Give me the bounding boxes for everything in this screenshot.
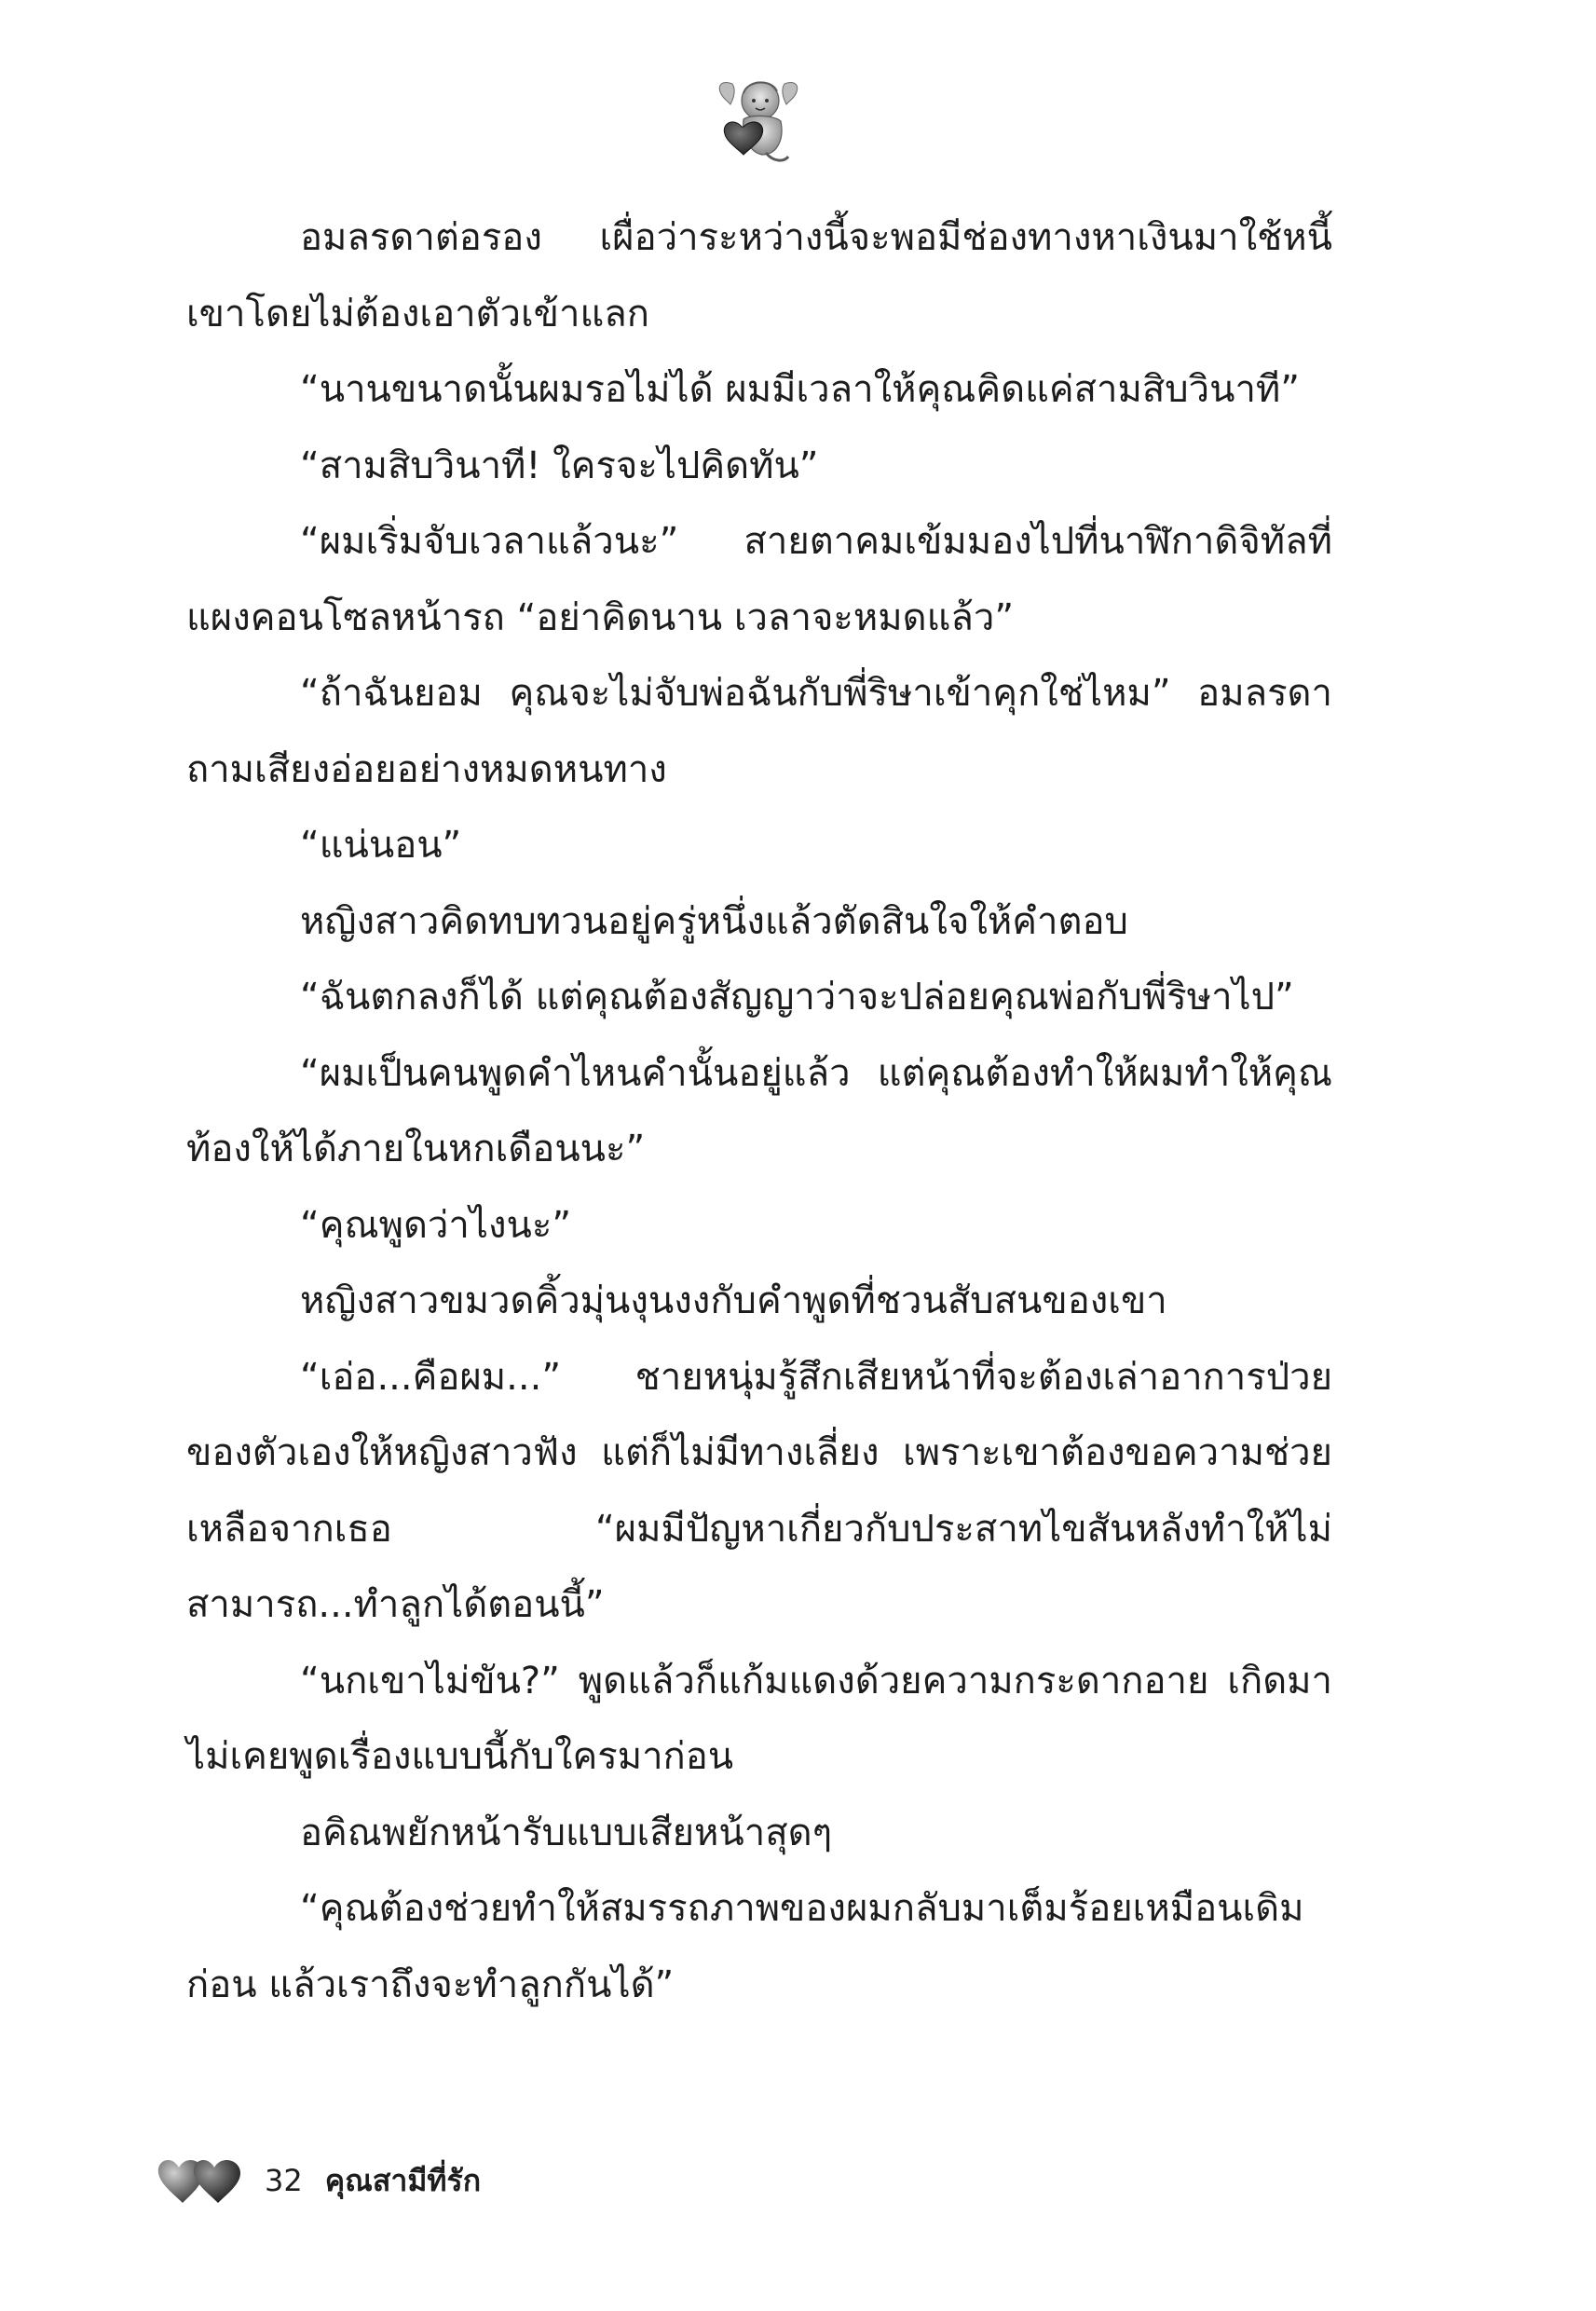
book-title: คุณสามีที่รัก — [324, 2162, 482, 2198]
paragraph: “นกเขาไม่ขัน?” พูดแล้วก็แก้มแดงด้วยความกระดากอาย เกิดมาไม่เคยพูดเรื่องแบบนี้กับใครมาก่อน — [186, 1659, 1332, 1778]
paragraph: “นานขนาดนั้นผมรอไม่ได้ ผมมีเวลาให้คุณคิดแค่สามสิบวินาที” — [300, 368, 1301, 411]
paragraph: “สามสิบวินาที! ใครจะไปคิดทัน” — [300, 444, 819, 487]
paragraph: หญิงสาวคิดทบทวนอยู่ครู่หนึ่งแล้วตัดสินใจให้คำตอบ — [300, 899, 1128, 943]
double-heart-icon — [157, 2153, 242, 2208]
paragraph: อมลรดาต่อรอง เผื่อว่าระหว่างนี้จะพอมีช่องทางหาเงินมาใช้หนี้เขาโดยไม่ต้องเอาตัวเข้าแลก — [186, 216, 1332, 335]
paragraph: “ผมเริ่มจับเวลาแล้วนะ” สายตาคมเข้มมองไปที่นาฬิกาดิจิทัลที่แผงคอนโซลหน้ารถ “อย่าคิดนาน เวลาจะหมดแล้ว” — [186, 520, 1332, 639]
body-text — [186, 200, 1332, 2023]
cupid-with-heart-icon — [714, 73, 803, 166]
paragraph: “คุณต้องช่วยทำให้สมรรถภาพของผมกลับมาเต็มร้อยเหมือนเดิมก่อน แล้วเราถึงจะทำลูกกันได้” — [186, 1887, 1304, 2006]
page-number: 32 — [265, 2163, 303, 2198]
paragraph: “ถ้าฉันยอม คุณจะไม่จับพ่อฉันกับพี่ริษาเข้าคุกใช่ไหม” อมลรดาถามเสียงอ่อยอย่างหมดหนทาง — [186, 672, 1332, 791]
page-footer — [157, 2153, 481, 2208]
paragraph: “แน่นอน” — [300, 824, 462, 867]
paragraph: “คุณพูดว่าไงนะ” — [300, 1203, 572, 1247]
paragraph: อคิณพยักหน้ารับแบบเสียหน้าสุดๆ — [300, 1811, 833, 1854]
paragraph: “ฉันตกลงก็ได้ แต่คุณต้องสัญญาว่าจะปล่อยคุณพ่อกับพี่ริษาไป” — [300, 976, 1294, 1019]
paragraph: “ผมเป็นคนพูดคำไหนคำนั้นอยู่แล้ว แต่คุณต้องทำให้ผมทำให้คุณท้องให้ได้ภายในหกเดือนนะ” — [186, 1051, 1332, 1170]
paragraph: หญิงสาวขมวดคิ้วมุ่นงุนงงกับคำพูดที่ชวนสับสนของเขา — [300, 1279, 1167, 1322]
paragraph: “เอ่อ...คือผม...” ชายหนุ่มรู้สึกเสียหน้าที่จะต้องเล่าอาการป่วยของตัวเองให้หญิงสาวฟัง แต่ก็ไม่มีทางเลี่ยง เพราะเขาต้องขอความช่วยเหลือจากเธอ “ผมมีปัญหาเกี่ยวกับประสาทไขสันหลังทำให้ไม่สามารถ...ทำลูกได้ตอนนี้” — [186, 1355, 1332, 1626]
